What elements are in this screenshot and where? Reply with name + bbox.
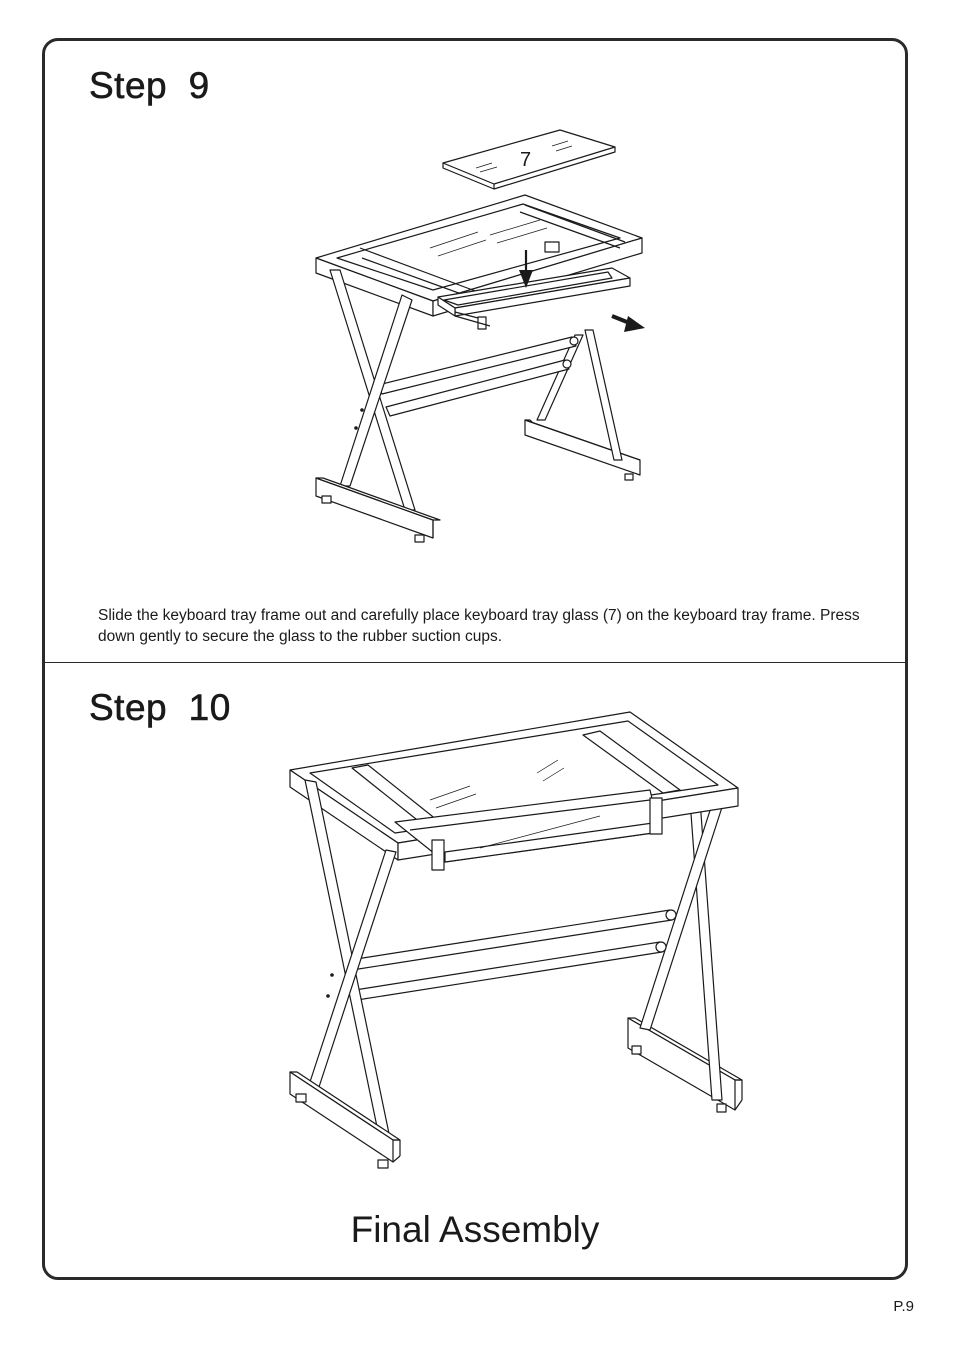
step-9-instructions: Slide the keyboard tray frame out and carefully place keyboard tray glass (7) on the keyboard tray frame. Press down gently to secure the glass to the rubber suction cups. [98, 607, 860, 645]
final-assembly-caption: Final Assembly [350, 1209, 600, 1250]
step-10-illustration [280, 705, 750, 1175]
step-9-illustration [300, 120, 660, 550]
step-10-title: Step 10 [89, 687, 231, 728]
page-number: P.9 [893, 1298, 914, 1315]
section-divider [45, 662, 905, 663]
part-number-label: 7 [520, 149, 532, 171]
arrow-pull-out-icon [612, 316, 645, 332]
cross-bars [350, 910, 676, 1000]
step-9-title: Step 9 [89, 65, 210, 106]
